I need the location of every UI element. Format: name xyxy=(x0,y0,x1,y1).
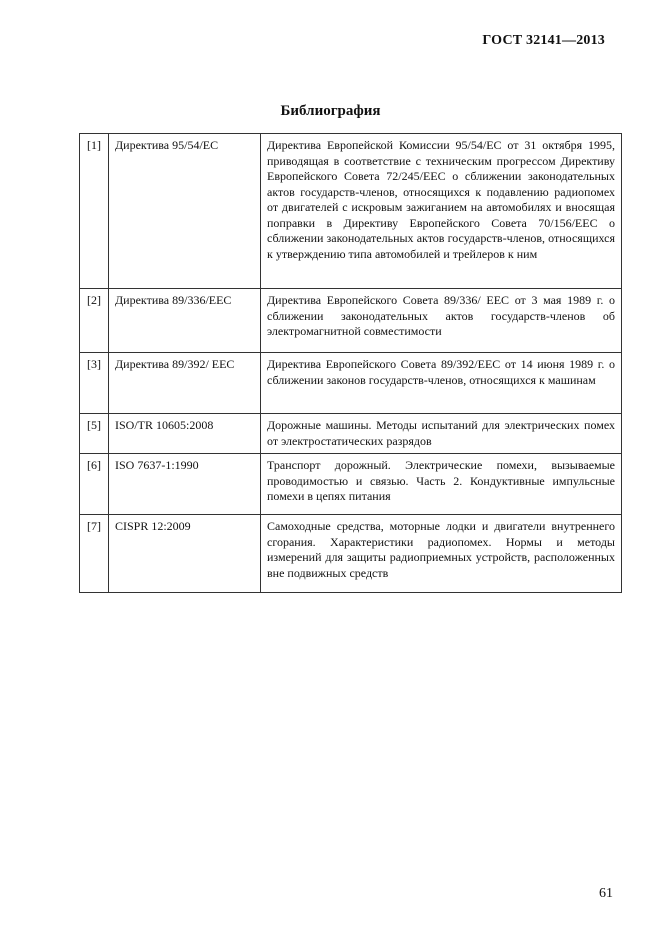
table-row xyxy=(80,515,622,593)
entry-reference: ISO/TR 10605:2008 xyxy=(109,414,261,454)
entry-number: [1] xyxy=(80,134,109,289)
entry-number: [3] xyxy=(80,353,109,414)
entry-description: Директива Европейского Совета 89/392/ЕЕС от 14 июня 1989 г. о сближении законов государств-членов, относящихся к машинам xyxy=(261,353,622,414)
table-row xyxy=(80,134,622,289)
entry-description: Директива Европейского Совета 89/336/ ЕЕС от 3 мая 1989 г. о сближении законодательных актов государств-членов об электромагнитной совместимости xyxy=(261,289,622,353)
page-title: Библиография xyxy=(280,103,381,119)
entry-description: Транспорт дорожный. Электрические помехи, вызываемые проводимостью и связью. Часть 2. Кондуктивные импульсные помехи в цепях питания xyxy=(261,454,622,515)
entry-reference: Директива 89/392/ ЕЕС xyxy=(109,353,261,414)
entry-description: Дорожные машины. Методы испытаний для электрических помех от электростатических разрядов xyxy=(261,414,622,454)
entry-number: [6] xyxy=(80,454,109,515)
table-row xyxy=(80,414,622,454)
bibliography-table-body xyxy=(80,134,622,593)
table-row xyxy=(80,454,622,515)
entry-description: Самоходные средства, моторные лодки и двигатели внутреннего сгорания. Характеристики радиопомех. Нормы и методы измерений для защиты радиоприемных устройств, расположенных вне подвижных средств xyxy=(261,515,622,593)
bibliography-table xyxy=(79,133,622,593)
entry-reference: ISO 7637-1:1990 xyxy=(109,454,261,515)
page-number: 61 xyxy=(599,886,613,901)
entry-reference: CISPR 12:2009 xyxy=(109,515,261,593)
entry-number: [7] xyxy=(80,515,109,593)
entry-number: [2] xyxy=(80,289,109,353)
document-code: ГОСТ 32141—2013 xyxy=(482,33,605,48)
entry-description: Директива Европейской Комиссии 95/54/ЕС от 31 октября 1995, приводящая в соответствие с техническим прогрессом Директиву Европейского Совета 72/245/ЕЕС о сближении законодательных актов государств-членов, относящихся к подавлению радиопомех от двигателей с искровым зажиганием на автомобилях и вносящая поправки в Директиву Европейского Совета 70/156/ЕЕС о сближении законодательных актов государств-членов, относящихся к утверждению типа автомобилей и трейлеров к ним xyxy=(261,134,622,289)
entry-number: [5] xyxy=(80,414,109,454)
table-row xyxy=(80,353,622,414)
entry-reference: Директива 95/54/ЕС xyxy=(109,134,261,289)
entry-reference: Директива 89/336/ЕЕС xyxy=(109,289,261,353)
table-row xyxy=(80,289,622,353)
